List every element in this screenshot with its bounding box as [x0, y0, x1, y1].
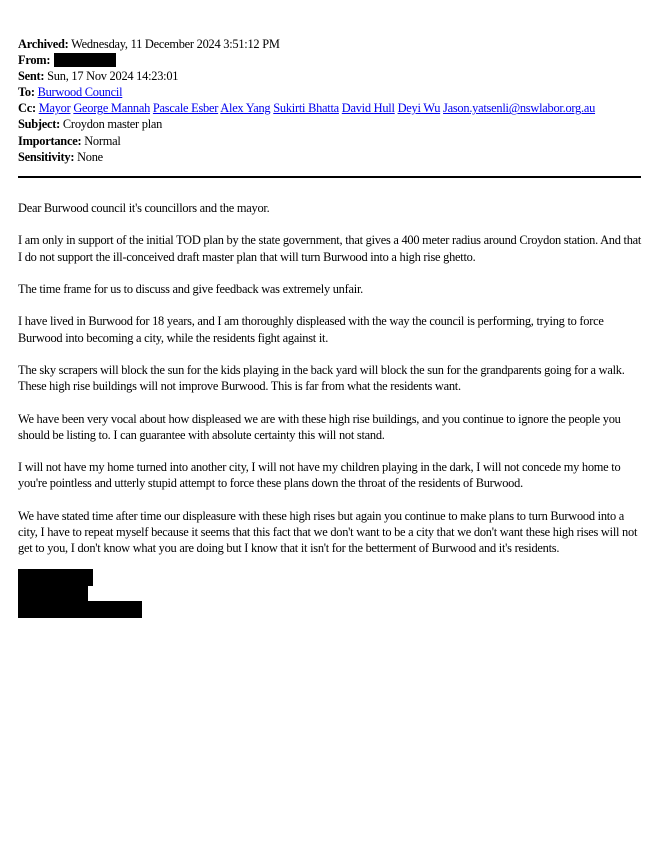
body-paragraph: The time frame for us to discuss and give feedback was extremely unfair.	[18, 281, 363, 296]
signature-redaction-line-1	[18, 569, 93, 586]
body-paragraph: I have lived in Burwood for 18 years, and I am thoroughly displeased with the way the council is performing, trying to force Burwood into becoming a city, while the residents fight against it.	[18, 314, 604, 345]
cc-link-george-mannah[interactable]: George Mannah	[73, 101, 151, 116]
importance-value: Normal	[84, 133, 121, 148]
cc-link-david-hull[interactable]: David Hull	[341, 101, 395, 116]
cc-link-mayor[interactable]: Mayor	[38, 101, 71, 116]
sensitivity-value: None	[77, 149, 103, 164]
cc-link-alex-yang[interactable]: Alex Yang	[220, 101, 271, 116]
to-row	[18, 84, 642, 100]
email-body	[18, 200, 642, 573]
sent-row	[18, 68, 642, 84]
sent-value: Sun, 17 Nov 2024 14:23:01	[47, 69, 179, 84]
subject-label: Subject:	[18, 117, 61, 132]
sensitivity-label: Sensitivity:	[18, 149, 75, 164]
body-paragraph: I will not have my home turned into another city, I will not have my children playing in the dark, I will not concede my home to you're pointless and utterly stupid attempt to force these plans down the throat of the residents of Burwood.	[18, 460, 621, 491]
header-divider	[18, 176, 641, 178]
cc-label: Cc:	[18, 101, 36, 116]
importance-label: Importance:	[18, 133, 82, 148]
body-paragraph: We have stated time after time our displeasure with these high rises but again you continue to make plans to turn Burwood into a city, I have to repeat myself because it seems that this fact that we don't want to be a city that we don't want these high rises will not get to you, I don't know what you are doing but I know that it isn't for the betterment of Burwood and it's residents.	[18, 508, 638, 556]
cc-link-pascale-esber[interactable]: Pascale Esber	[152, 101, 219, 116]
to-label: To:	[18, 85, 35, 100]
cc-link-sukirti-bhatta[interactable]: Sukirti Bhatta	[273, 101, 339, 116]
cc-link-deyi-wu[interactable]: Deyi Wu	[397, 101, 441, 116]
body-paragraph: The sky scrapers will block the sun for the kids playing in the back yard will block the sun for the grandparents going for a walk. These high rise buildings will not improve Burwood. This is far from what the residents want.	[18, 362, 625, 394]
from-row	[18, 52, 642, 68]
to-recipient-link[interactable]: Burwood Council	[37, 85, 123, 100]
from-label: From:	[18, 53, 51, 68]
sent-label: Sent:	[18, 69, 45, 84]
importance-row	[18, 133, 642, 149]
body-paragraph: We have been very vocal about how displeased we are with these high rise buildings, and you continue to ignore the people you should be listing to. I can guarantee with absolute certainty this will not stand.	[18, 411, 621, 442]
archived-row	[18, 36, 642, 52]
cc-link-jason-yatsenli[interactable]: Jason.yatsenli@nswlabor.org.au	[443, 101, 596, 116]
body-paragraph: Dear Burwood council it's councillors and the mayor.	[18, 201, 270, 215]
body-paragraph: I am only in support of the initial TOD plan by the state government, that gives a 400 meter radius around Croydon station. And that I do not support the ill-conceived draft master plan that will turn Burwood into a high rise ghetto.	[18, 233, 642, 264]
subject-row	[18, 116, 642, 132]
signature-redaction-line-3	[18, 601, 142, 618]
archived-label: Archived:	[18, 37, 69, 51]
sensitivity-row	[18, 149, 642, 165]
subject-value: Croydon master plan	[62, 117, 163, 132]
email-header	[18, 36, 642, 165]
from-redaction	[54, 53, 116, 67]
archived-value: Wednesday, 11 December 2024 3:51:12 PM	[71, 37, 280, 51]
signature-redaction-line-2	[18, 585, 88, 602]
cc-row	[18, 100, 642, 116]
